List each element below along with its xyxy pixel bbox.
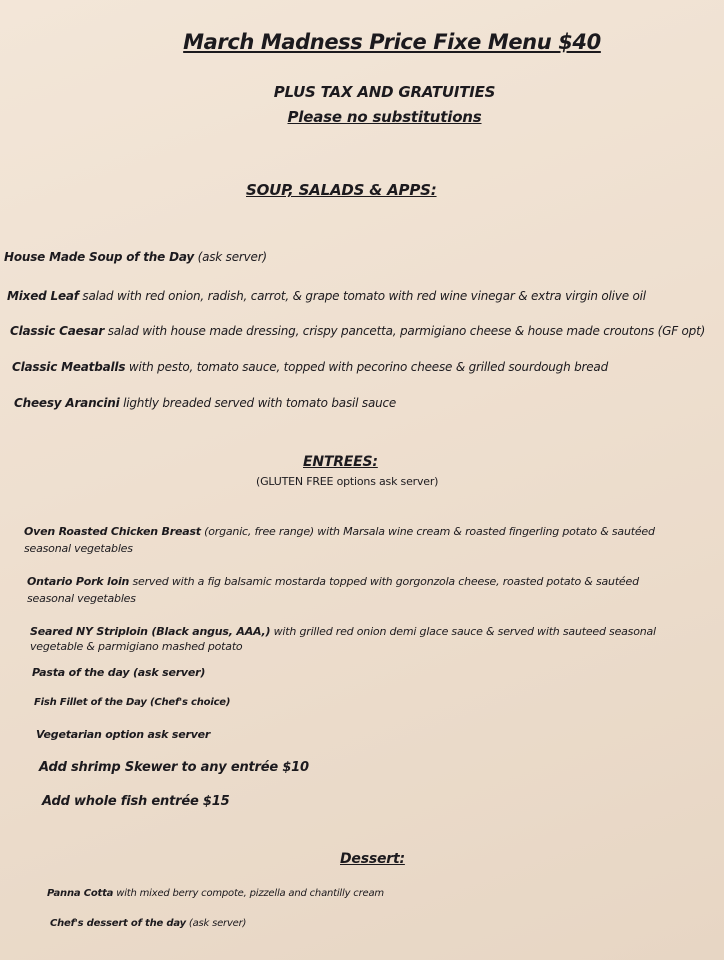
- addon-item: Add shrimp Skewer to any entrée $10: [39, 760, 309, 775]
- item-desc-cont: vegetable & parmigiano mashed potato: [30, 640, 243, 653]
- item-name: Classic Caesar: [10, 324, 105, 338]
- item-name: Oven Roasted Chicken Breast: [24, 525, 201, 538]
- entrees-heading: ENTREES:: [303, 454, 378, 470]
- menu-item: Fish Fillet of the Day (Chef's choice): [34, 697, 231, 708]
- menu-item: [47, 888, 384, 899]
- menu-item: [24, 525, 655, 538]
- menu-item: [50, 918, 246, 929]
- tax-note: PLUS TAX AND GRATUITIES: [273, 83, 496, 101]
- menu-item: [12, 360, 608, 374]
- menu-item: [27, 575, 639, 588]
- item-name: House Made Soup of the Day: [4, 250, 194, 264]
- substitution-note: Please no substitutions: [287, 108, 482, 126]
- item-desc-cont: seasonal vegetables: [27, 592, 136, 605]
- menu-item: [10, 324, 705, 338]
- item-name: Cheesy Arancini: [14, 396, 120, 410]
- menu-item: [4, 250, 267, 264]
- item-desc: salad with house made dressing, crispy pancetta, parmigiano cheese & house made croutons (GF opt): [104, 324, 706, 338]
- item-desc-cont: seasonal vegetables: [24, 542, 133, 555]
- menu-title: March Madness Price Fixe Menu $40: [183, 30, 601, 54]
- item-name: Seared NY Striploin (Black angus, AAA,): [30, 625, 271, 638]
- item-desc: (ask server): [193, 250, 267, 264]
- item-desc: lightly breaded served with tomato basil sauce: [119, 396, 397, 410]
- item-name: Ontario Pork loin: [27, 575, 130, 588]
- item-name: Classic Meatballs: [12, 360, 126, 374]
- menu-item: [7, 289, 646, 303]
- addon-item: Add whole fish entrée $15: [42, 794, 230, 809]
- item-name: Chef's dessert of the day: [50, 918, 186, 929]
- item-desc: salad with red onion, radish, carrot, & grape tomato with red wine vinegar & extra virgin olive oil: [78, 289, 646, 303]
- item-desc: with pesto, tomato sauce, topped with pecorino cheese & grilled sourdough bread: [125, 360, 609, 374]
- item-desc: (ask server): [185, 918, 247, 929]
- menu-item: [14, 396, 396, 410]
- entrees-note: (GLUTEN FREE options ask server): [256, 475, 439, 488]
- item-desc: with grilled red onion demi glace sauce & served with sauteed seasonal: [270, 625, 656, 638]
- menu-item: Pasta of the day (ask server): [32, 666, 206, 679]
- menu-item: Vegetarian option ask server: [36, 728, 211, 741]
- item-desc: with mixed berry compote, pizzella and chantilly cream: [113, 888, 384, 899]
- apps-heading: SOUP, SALADS & APPS:: [246, 181, 437, 199]
- dessert-heading: Dessert:: [340, 851, 405, 867]
- item-desc: served with a fig balsamic mostarda topped with gorgonzola cheese, roasted potato & sautéed: [129, 575, 639, 588]
- item-name: Panna Cotta: [47, 888, 114, 899]
- menu-item: [30, 625, 656, 638]
- item-desc: (organic, free range) with Marsala wine cream & roasted fingerling potato & sautéed: [200, 525, 655, 538]
- item-name: Mixed Leaf: [7, 289, 79, 303]
